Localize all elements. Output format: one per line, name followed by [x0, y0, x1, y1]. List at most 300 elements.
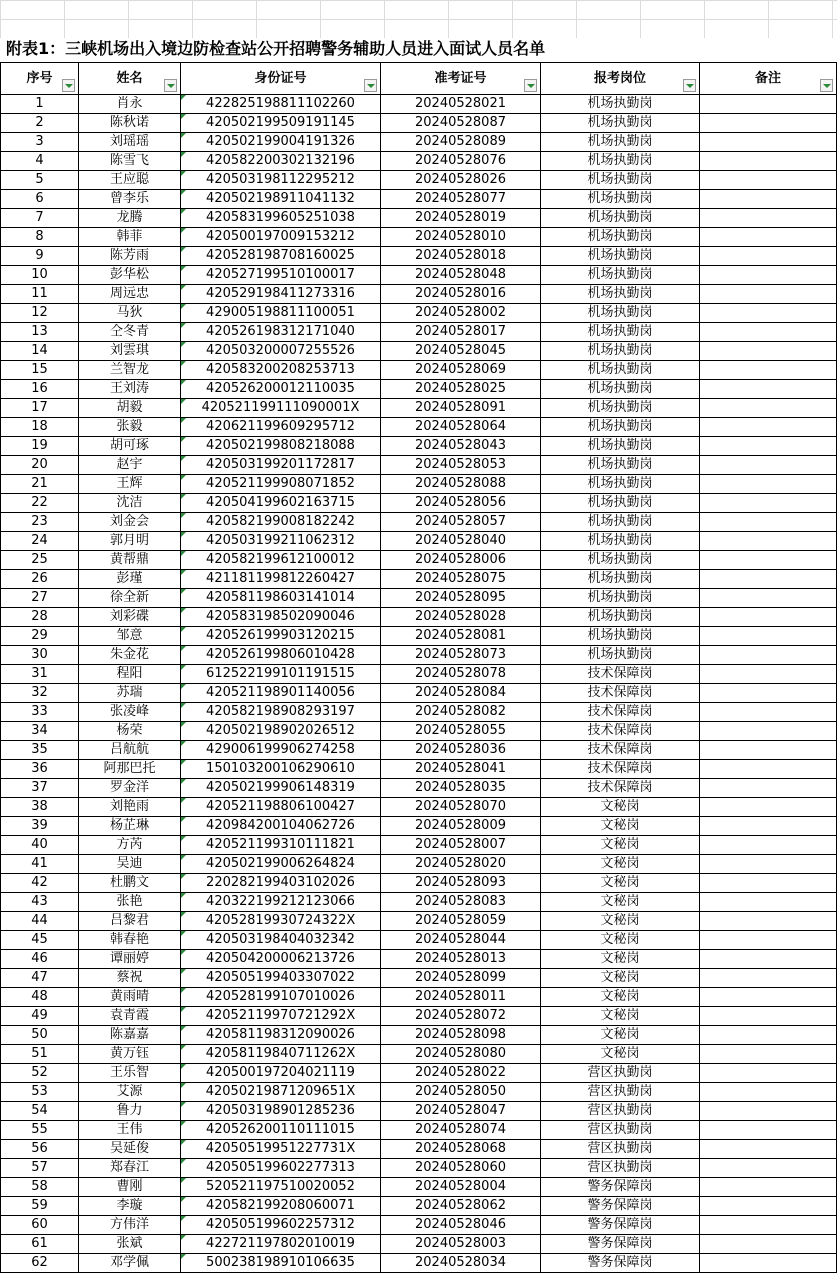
- cell-index[interactable]: 36: [1, 760, 79, 779]
- cell-index[interactable]: 15: [1, 361, 79, 380]
- cell-position[interactable]: 机场执勤岗: [541, 437, 700, 456]
- cell-name[interactable]: 郑春江: [79, 1159, 181, 1178]
- cell-remarks[interactable]: [700, 741, 837, 760]
- cell-remarks[interactable]: [700, 456, 837, 475]
- cell-remarks[interactable]: [700, 722, 837, 741]
- cell-remarks[interactable]: [700, 665, 837, 684]
- cell-remarks[interactable]: [700, 570, 837, 589]
- cell-name[interactable]: 彭华松: [79, 266, 181, 285]
- cell-name[interactable]: 兰智龙: [79, 361, 181, 380]
- cell-position[interactable]: 营区执勤岗: [541, 1064, 700, 1083]
- cell-exam-number[interactable]: 20240528083: [381, 893, 541, 912]
- cell-name[interactable]: 刘雲琪: [79, 342, 181, 361]
- cell-remarks[interactable]: [700, 931, 837, 950]
- cell-index[interactable]: 7: [1, 209, 79, 228]
- cell-exam-number[interactable]: 20240528020: [381, 855, 541, 874]
- cell-name[interactable]: 方伟洋: [79, 1216, 181, 1235]
- cell-name[interactable]: 张艳: [79, 893, 181, 912]
- cell-exam-number[interactable]: 20240528059: [381, 912, 541, 931]
- cell-name[interactable]: 马狄: [79, 304, 181, 323]
- cell-name[interactable]: 龙腾: [79, 209, 181, 228]
- cell-id-number[interactable]: 420581198312090026: [181, 1026, 381, 1045]
- cell-id-number[interactable]: 420521198806100427: [181, 798, 381, 817]
- cell-remarks[interactable]: [700, 513, 837, 532]
- cell-id-number[interactable]: 420583199605251038: [181, 209, 381, 228]
- cell-index[interactable]: 6: [1, 190, 79, 209]
- filter-dropdown-icon[interactable]: [683, 79, 696, 92]
- cell-exam-number[interactable]: 20240528003: [381, 1235, 541, 1254]
- cell-index[interactable]: 10: [1, 266, 79, 285]
- cell-name[interactable]: 陈秋诺: [79, 114, 181, 133]
- cell-position[interactable]: 机场执勤岗: [541, 532, 700, 551]
- cell-name[interactable]: 刘彩碟: [79, 608, 181, 627]
- cell-remarks[interactable]: [700, 646, 837, 665]
- cell-name[interactable]: 吴迪: [79, 855, 181, 874]
- cell-index[interactable]: 30: [1, 646, 79, 665]
- cell-remarks[interactable]: [700, 228, 837, 247]
- cell-remarks[interactable]: [700, 1178, 837, 1197]
- cell-index[interactable]: 22: [1, 494, 79, 513]
- cell-name[interactable]: 王辉: [79, 475, 181, 494]
- cell-index[interactable]: 19: [1, 437, 79, 456]
- cell-index[interactable]: 29: [1, 627, 79, 646]
- cell-exam-number[interactable]: 20240528041: [381, 760, 541, 779]
- cell-position[interactable]: 机场执勤岗: [541, 646, 700, 665]
- cell-remarks[interactable]: [700, 1197, 837, 1216]
- cell-index[interactable]: 20: [1, 456, 79, 475]
- cell-exam-number[interactable]: 20240528091: [381, 399, 541, 418]
- cell-id-number[interactable]: 420583200208253713: [181, 361, 381, 380]
- cell-index[interactable]: 33: [1, 703, 79, 722]
- cell-remarks[interactable]: [700, 1235, 837, 1254]
- cell-index[interactable]: 23: [1, 513, 79, 532]
- cell-remarks[interactable]: [700, 437, 837, 456]
- cell-name[interactable]: 王伟: [79, 1121, 181, 1140]
- cell-id-number[interactable]: 420526198312171040: [181, 323, 381, 342]
- cell-id-number[interactable]: 420505199602257312: [181, 1216, 381, 1235]
- cell-id-number[interactable]: 429006199906274258: [181, 741, 381, 760]
- cell-position[interactable]: 营区执勤岗: [541, 1140, 700, 1159]
- cell-name[interactable]: 杨荣: [79, 722, 181, 741]
- cell-exam-number[interactable]: 20240528043: [381, 437, 541, 456]
- cell-remarks[interactable]: [700, 1216, 837, 1235]
- cell-name[interactable]: 彭瑾: [79, 570, 181, 589]
- cell-name[interactable]: 周远忠: [79, 285, 181, 304]
- cell-id-number[interactable]: 420582199208060071: [181, 1197, 381, 1216]
- filter-dropdown-icon[interactable]: [524, 79, 537, 92]
- cell-exam-number[interactable]: 20240528010: [381, 228, 541, 247]
- cell-name[interactable]: 邓学佩: [79, 1254, 181, 1273]
- cell-index[interactable]: 49: [1, 1007, 79, 1026]
- cell-position[interactable]: 机场执勤岗: [541, 380, 700, 399]
- cell-position[interactable]: 文秘岗: [541, 1007, 700, 1026]
- cell-name[interactable]: 袁青霞: [79, 1007, 181, 1026]
- cell-position[interactable]: 技术保障岗: [541, 741, 700, 760]
- cell-exam-number[interactable]: 20240528082: [381, 703, 541, 722]
- cell-index[interactable]: 16: [1, 380, 79, 399]
- cell-remarks[interactable]: [700, 912, 837, 931]
- cell-exam-number[interactable]: 20240528089: [381, 133, 541, 152]
- cell-remarks[interactable]: [700, 361, 837, 380]
- cell-id-number[interactable]: 420504200006213726: [181, 950, 381, 969]
- cell-position[interactable]: 机场执勤岗: [541, 114, 700, 133]
- cell-position[interactable]: 文秘岗: [541, 836, 700, 855]
- cell-exam-number[interactable]: 20240528062: [381, 1197, 541, 1216]
- cell-position[interactable]: 机场执勤岗: [541, 342, 700, 361]
- cell-exam-number[interactable]: 20240528093: [381, 874, 541, 893]
- cell-id-number[interactable]: 422721197802010019: [181, 1235, 381, 1254]
- cell-index[interactable]: 17: [1, 399, 79, 418]
- cell-name[interactable]: 阿那巴托: [79, 760, 181, 779]
- cell-remarks[interactable]: [700, 551, 837, 570]
- cell-remarks[interactable]: [700, 380, 837, 399]
- cell-index[interactable]: 48: [1, 988, 79, 1007]
- cell-id-number[interactable]: 420500197009153212: [181, 228, 381, 247]
- cell-remarks[interactable]: [700, 684, 837, 703]
- cell-index[interactable]: 38: [1, 798, 79, 817]
- cell-id-number[interactable]: 420521199111090001X: [181, 399, 381, 418]
- cell-exam-number[interactable]: 20240528013: [381, 950, 541, 969]
- cell-position[interactable]: 技术保障岗: [541, 760, 700, 779]
- cell-remarks[interactable]: [700, 893, 837, 912]
- cell-name[interactable]: 艾源: [79, 1083, 181, 1102]
- cell-id-number[interactable]: 420582200302132196: [181, 152, 381, 171]
- cell-exam-number[interactable]: 20240528036: [381, 741, 541, 760]
- cell-id-number[interactable]: 420582199008182242: [181, 513, 381, 532]
- cell-position[interactable]: 机场执勤岗: [541, 456, 700, 475]
- cell-id-number[interactable]: 420526200012110035: [181, 380, 381, 399]
- cell-position[interactable]: 营区执勤岗: [541, 1121, 700, 1140]
- cell-position[interactable]: 机场执勤岗: [541, 228, 700, 247]
- cell-remarks[interactable]: [700, 817, 837, 836]
- cell-index[interactable]: 43: [1, 893, 79, 912]
- cell-index[interactable]: 42: [1, 874, 79, 893]
- cell-name[interactable]: 沈洁: [79, 494, 181, 513]
- filter-dropdown-icon[interactable]: [62, 79, 75, 92]
- cell-remarks[interactable]: [700, 494, 837, 513]
- cell-exam-number[interactable]: 20240528034: [381, 1254, 541, 1273]
- cell-index[interactable]: 34: [1, 722, 79, 741]
- cell-index[interactable]: 3: [1, 133, 79, 152]
- cell-name[interactable]: 谭丽婷: [79, 950, 181, 969]
- cell-position[interactable]: 机场执勤岗: [541, 475, 700, 494]
- cell-id-number[interactable]: 420502199906148319: [181, 779, 381, 798]
- cell-remarks[interactable]: [700, 1121, 837, 1140]
- cell-position[interactable]: 技术保障岗: [541, 665, 700, 684]
- cell-name[interactable]: 黄万钰: [79, 1045, 181, 1064]
- cell-remarks[interactable]: [700, 1140, 837, 1159]
- cell-index[interactable]: 28: [1, 608, 79, 627]
- cell-position[interactable]: 文秘岗: [541, 817, 700, 836]
- cell-exam-number[interactable]: 20240528064: [381, 418, 541, 437]
- cell-remarks[interactable]: [700, 969, 837, 988]
- cell-remarks[interactable]: [700, 475, 837, 494]
- cell-remarks[interactable]: [700, 1045, 837, 1064]
- cell-remarks[interactable]: [700, 855, 837, 874]
- cell-exam-number[interactable]: 20240528072: [381, 1007, 541, 1026]
- cell-position[interactable]: 文秘岗: [541, 893, 700, 912]
- cell-name[interactable]: 陈嘉嘉: [79, 1026, 181, 1045]
- cell-index[interactable]: 53: [1, 1083, 79, 1102]
- cell-exam-number[interactable]: 20240528009: [381, 817, 541, 836]
- cell-remarks[interactable]: [700, 133, 837, 152]
- cell-remarks[interactable]: [700, 988, 837, 1007]
- cell-id-number[interactable]: 420526199903120215: [181, 627, 381, 646]
- cell-position[interactable]: 机场执勤岗: [541, 551, 700, 570]
- cell-name[interactable]: 胡毅: [79, 399, 181, 418]
- cell-index[interactable]: 58: [1, 1178, 79, 1197]
- cell-id-number[interactable]: 420503199201172817: [181, 456, 381, 475]
- cell-remarks[interactable]: [700, 190, 837, 209]
- cell-name[interactable]: 黄帮鼎: [79, 551, 181, 570]
- cell-index[interactable]: 46: [1, 950, 79, 969]
- cell-id-number[interactable]: 520521197510020052: [181, 1178, 381, 1197]
- filter-dropdown-icon[interactable]: [820, 79, 833, 92]
- cell-name[interactable]: 邹意: [79, 627, 181, 646]
- cell-remarks[interactable]: [700, 342, 837, 361]
- cell-position[interactable]: 文秘岗: [541, 874, 700, 893]
- cell-id-number[interactable]: 420581198603141014: [181, 589, 381, 608]
- cell-exam-number[interactable]: 20240528018: [381, 247, 541, 266]
- cell-name[interactable]: 肖永: [79, 95, 181, 114]
- cell-index[interactable]: 50: [1, 1026, 79, 1045]
- cell-name[interactable]: 仝冬青: [79, 323, 181, 342]
- cell-position[interactable]: 机场执勤岗: [541, 589, 700, 608]
- cell-id-number[interactable]: 420322199212123066: [181, 893, 381, 912]
- cell-id-number[interactable]: 422825198811102260: [181, 95, 381, 114]
- cell-position[interactable]: 文秘岗: [541, 1045, 700, 1064]
- cell-name[interactable]: 罗金洋: [79, 779, 181, 798]
- cell-name[interactable]: 杜鹏文: [79, 874, 181, 893]
- cell-exam-number[interactable]: 20240528098: [381, 1026, 541, 1045]
- cell-id-number[interactable]: 420502199004191326: [181, 133, 381, 152]
- cell-name[interactable]: 刘金会: [79, 513, 181, 532]
- cell-position[interactable]: 营区执勤岗: [541, 1159, 700, 1178]
- cell-index[interactable]: 12: [1, 304, 79, 323]
- cell-exam-number[interactable]: 20240528088: [381, 475, 541, 494]
- cell-id-number[interactable]: 420582198908293197: [181, 703, 381, 722]
- cell-name[interactable]: 李璇: [79, 1197, 181, 1216]
- cell-remarks[interactable]: [700, 323, 837, 342]
- cell-position[interactable]: 警务保障岗: [541, 1197, 700, 1216]
- cell-id-number[interactable]: 420504199602163715: [181, 494, 381, 513]
- cell-exam-number[interactable]: 20240528050: [381, 1083, 541, 1102]
- cell-name[interactable]: 陈雪飞: [79, 152, 181, 171]
- cell-position[interactable]: 机场执勤岗: [541, 285, 700, 304]
- cell-id-number[interactable]: 420621199609295712: [181, 418, 381, 437]
- cell-name[interactable]: 程阳: [79, 665, 181, 684]
- cell-position[interactable]: 机场执勤岗: [541, 323, 700, 342]
- cell-id-number[interactable]: 420528198708160025: [181, 247, 381, 266]
- cell-position[interactable]: 文秘岗: [541, 950, 700, 969]
- cell-position[interactable]: 机场执勤岗: [541, 494, 700, 513]
- cell-id-number[interactable]: 420582199612100012: [181, 551, 381, 570]
- cell-remarks[interactable]: [700, 703, 837, 722]
- cell-position[interactable]: 营区执勤岗: [541, 1102, 700, 1121]
- cell-exam-number[interactable]: 20240528077: [381, 190, 541, 209]
- cell-remarks[interactable]: [700, 171, 837, 190]
- cell-exam-number[interactable]: 20240528075: [381, 570, 541, 589]
- cell-name[interactable]: 杨芷琳: [79, 817, 181, 836]
- cell-id-number[interactable]: 42052819930724322X: [181, 912, 381, 931]
- cell-name[interactable]: 曾李乐: [79, 190, 181, 209]
- cell-exam-number[interactable]: 20240528053: [381, 456, 541, 475]
- cell-exam-number[interactable]: 20240528068: [381, 1140, 541, 1159]
- cell-id-number[interactable]: 500238198910106635: [181, 1254, 381, 1273]
- cell-remarks[interactable]: [700, 399, 837, 418]
- cell-exam-number[interactable]: 20240528074: [381, 1121, 541, 1140]
- cell-remarks[interactable]: [700, 1254, 837, 1273]
- filter-dropdown-icon[interactable]: [164, 79, 177, 92]
- cell-position[interactable]: 机场执勤岗: [541, 266, 700, 285]
- cell-exam-number[interactable]: 20240528070: [381, 798, 541, 817]
- cell-index[interactable]: 5: [1, 171, 79, 190]
- cell-exam-number[interactable]: 20240528026: [381, 171, 541, 190]
- cell-exam-number[interactable]: 20240528095: [381, 589, 541, 608]
- cell-remarks[interactable]: [700, 285, 837, 304]
- cell-position[interactable]: 营区执勤岗: [541, 1083, 700, 1102]
- cell-exam-number[interactable]: 20240528004: [381, 1178, 541, 1197]
- cell-id-number[interactable]: 420500197204021119: [181, 1064, 381, 1083]
- cell-id-number[interactable]: 420502199808218088: [181, 437, 381, 456]
- cell-name[interactable]: 吕航航: [79, 741, 181, 760]
- cell-index[interactable]: 41: [1, 855, 79, 874]
- cell-index[interactable]: 9: [1, 247, 79, 266]
- cell-exam-number[interactable]: 20240528057: [381, 513, 541, 532]
- cell-name[interactable]: 张凌峰: [79, 703, 181, 722]
- cell-id-number[interactable]: 420503198112295212: [181, 171, 381, 190]
- cell-position[interactable]: 机场执勤岗: [541, 361, 700, 380]
- cell-name[interactable]: 徐全新: [79, 589, 181, 608]
- cell-position[interactable]: 机场执勤岗: [541, 190, 700, 209]
- cell-position[interactable]: 技术保障岗: [541, 722, 700, 741]
- cell-name[interactable]: 郭月明: [79, 532, 181, 551]
- cell-exam-number[interactable]: 20240528045: [381, 342, 541, 361]
- cell-remarks[interactable]: [700, 1064, 837, 1083]
- cell-remarks[interactable]: [700, 798, 837, 817]
- cell-exam-number[interactable]: 20240528055: [381, 722, 541, 741]
- cell-exam-number[interactable]: 20240528099: [381, 969, 541, 988]
- cell-position[interactable]: 警务保障岗: [541, 1216, 700, 1235]
- cell-position[interactable]: 机场执勤岗: [541, 627, 700, 646]
- cell-position[interactable]: 机场执勤岗: [541, 304, 700, 323]
- cell-id-number[interactable]: 420503199211062312: [181, 532, 381, 551]
- cell-id-number[interactable]: 612522199101191515: [181, 665, 381, 684]
- cell-index[interactable]: 45: [1, 931, 79, 950]
- cell-name[interactable]: 王乐智: [79, 1064, 181, 1083]
- cell-position[interactable]: 警务保障岗: [541, 1235, 700, 1254]
- cell-exam-number[interactable]: 20240528081: [381, 627, 541, 646]
- cell-name[interactable]: 韩菲: [79, 228, 181, 247]
- cell-index[interactable]: 59: [1, 1197, 79, 1216]
- cell-remarks[interactable]: [700, 589, 837, 608]
- cell-index[interactable]: 24: [1, 532, 79, 551]
- cell-id-number[interactable]: 420502199509191145: [181, 114, 381, 133]
- cell-index[interactable]: 62: [1, 1254, 79, 1273]
- cell-exam-number[interactable]: 20240528007: [381, 836, 541, 855]
- cell-name[interactable]: 鲁力: [79, 1102, 181, 1121]
- cell-position[interactable]: 机场执勤岗: [541, 399, 700, 418]
- cell-index[interactable]: 25: [1, 551, 79, 570]
- cell-exam-number[interactable]: 20240528087: [381, 114, 541, 133]
- cell-exam-number[interactable]: 20240528016: [381, 285, 541, 304]
- cell-position[interactable]: 机场执勤岗: [541, 171, 700, 190]
- cell-position[interactable]: 文秘岗: [541, 798, 700, 817]
- cell-index[interactable]: 8: [1, 228, 79, 247]
- cell-name[interactable]: 刘瑶瑶: [79, 133, 181, 152]
- cell-remarks[interactable]: [700, 950, 837, 969]
- cell-id-number[interactable]: 420521198901140056: [181, 684, 381, 703]
- cell-remarks[interactable]: [700, 836, 837, 855]
- cell-id-number[interactable]: 420984200104062726: [181, 817, 381, 836]
- cell-exam-number[interactable]: 20240528078: [381, 665, 541, 684]
- cell-exam-number[interactable]: 20240528048: [381, 266, 541, 285]
- cell-id-number[interactable]: 420583198502090046: [181, 608, 381, 627]
- cell-id-number[interactable]: 420503198404032342: [181, 931, 381, 950]
- cell-id-number[interactable]: 421181199812260427: [181, 570, 381, 589]
- cell-index[interactable]: 52: [1, 1064, 79, 1083]
- cell-exam-number[interactable]: 20240528006: [381, 551, 541, 570]
- cell-index[interactable]: 1: [1, 95, 79, 114]
- cell-exam-number[interactable]: 20240528040: [381, 532, 541, 551]
- cell-id-number[interactable]: 429005198811100051: [181, 304, 381, 323]
- cell-id-number[interactable]: 420526199806010428: [181, 646, 381, 665]
- cell-id-number[interactable]: 420526200110111015: [181, 1121, 381, 1140]
- cell-id-number[interactable]: 150103200106290610: [181, 760, 381, 779]
- cell-id-number[interactable]: 420521199310111821: [181, 836, 381, 855]
- cell-name[interactable]: 刘艳雨: [79, 798, 181, 817]
- cell-remarks[interactable]: [700, 760, 837, 779]
- cell-index[interactable]: 39: [1, 817, 79, 836]
- cell-index[interactable]: 35: [1, 741, 79, 760]
- cell-exam-number[interactable]: 20240528044: [381, 931, 541, 950]
- cell-remarks[interactable]: [700, 532, 837, 551]
- cell-id-number[interactable]: 42050219871209651X: [181, 1083, 381, 1102]
- cell-position[interactable]: 机场执勤岗: [541, 247, 700, 266]
- cell-name[interactable]: 王应聪: [79, 171, 181, 190]
- cell-index[interactable]: 54: [1, 1102, 79, 1121]
- cell-exam-number[interactable]: 20240528076: [381, 152, 541, 171]
- cell-exam-number[interactable]: 20240528080: [381, 1045, 541, 1064]
- cell-name[interactable]: 吕黎君: [79, 912, 181, 931]
- cell-name[interactable]: 方芮: [79, 836, 181, 855]
- cell-index[interactable]: 27: [1, 589, 79, 608]
- cell-exam-number[interactable]: 20240528035: [381, 779, 541, 798]
- cell-id-number[interactable]: 420527199510100017: [181, 266, 381, 285]
- cell-exam-number[interactable]: 20240528060: [381, 1159, 541, 1178]
- cell-id-number[interactable]: 420503200007255526: [181, 342, 381, 361]
- cell-index[interactable]: 56: [1, 1140, 79, 1159]
- cell-name[interactable]: 王刘涛: [79, 380, 181, 399]
- cell-name[interactable]: 张毅: [79, 418, 181, 437]
- cell-index[interactable]: 14: [1, 342, 79, 361]
- cell-exam-number[interactable]: 20240528069: [381, 361, 541, 380]
- cell-remarks[interactable]: [700, 304, 837, 323]
- cell-id-number[interactable]: 42052119970721292X: [181, 1007, 381, 1026]
- cell-index[interactable]: 60: [1, 1216, 79, 1235]
- cell-exam-number[interactable]: 20240528017: [381, 323, 541, 342]
- cell-index[interactable]: 31: [1, 665, 79, 684]
- cell-position[interactable]: 文秘岗: [541, 931, 700, 950]
- cell-position[interactable]: 技术保障岗: [541, 779, 700, 798]
- cell-position[interactable]: 文秘岗: [541, 969, 700, 988]
- cell-id-number[interactable]: 420521199908071852: [181, 475, 381, 494]
- cell-index[interactable]: 21: [1, 475, 79, 494]
- cell-index[interactable]: 55: [1, 1121, 79, 1140]
- cell-index[interactable]: 18: [1, 418, 79, 437]
- cell-id-number[interactable]: 420505199403307022: [181, 969, 381, 988]
- cell-index[interactable]: 61: [1, 1235, 79, 1254]
